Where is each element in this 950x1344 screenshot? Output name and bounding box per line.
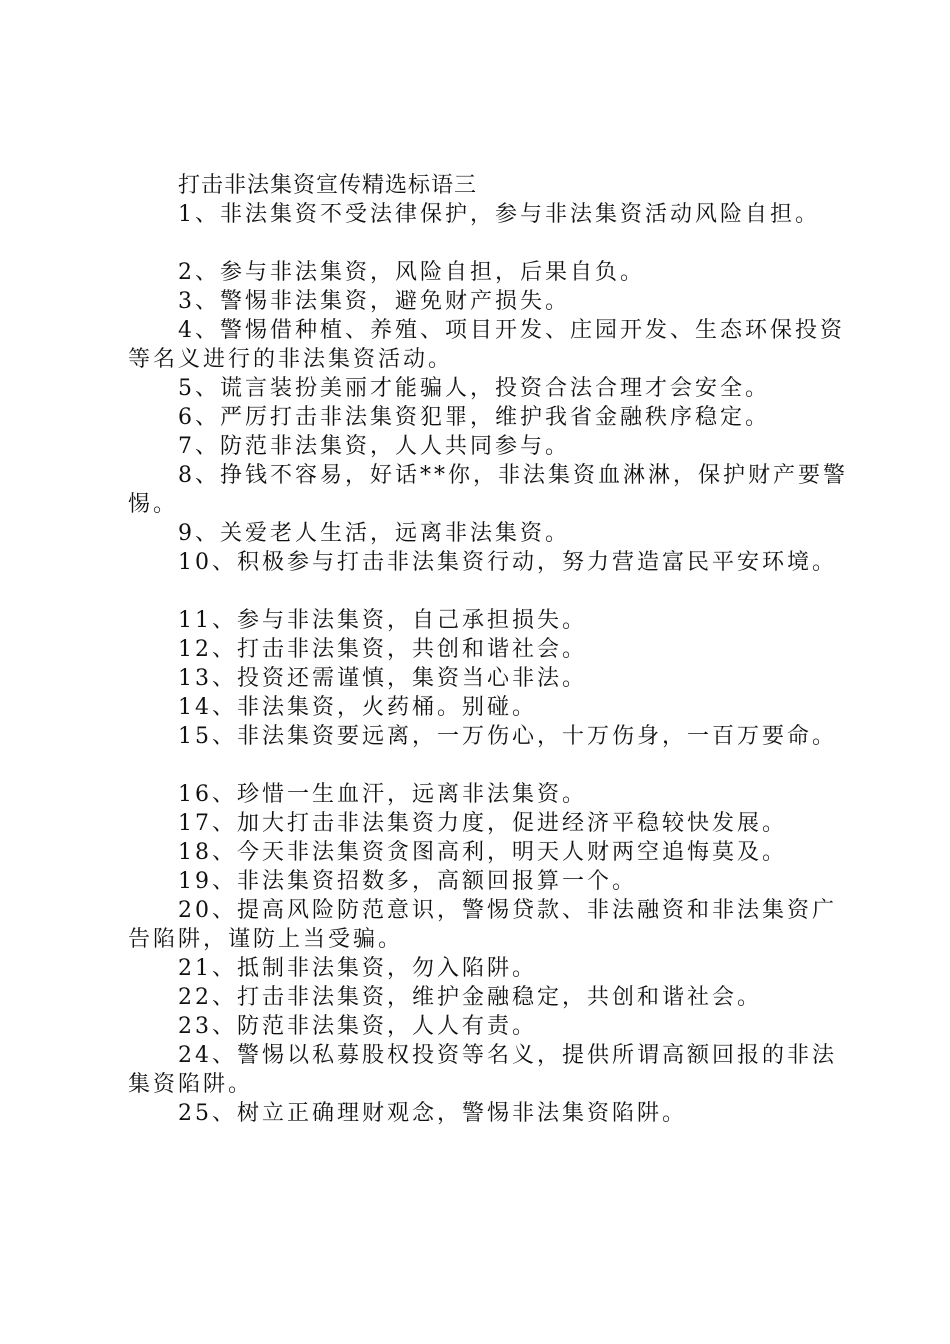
slogan-item: 22、打击非法集资，维护金融稳定，共创和谐社会。 (178, 985, 762, 1010)
slogan-item: 1、非法集资不受法律保护，参与非法集资活动风险自担。 (178, 202, 820, 227)
slogan-item: 18、今天非法集资贪图高利，明天人财两空追悔莫及。 (178, 840, 787, 865)
document-page (128, 171, 848, 1128)
slogan-item: 6、严厉打击非法集资犯罪，维护我省金融秩序稳定。 (178, 405, 770, 430)
slogan-item: 12、打击非法集资，共创和谐社会。 (178, 637, 587, 662)
slogan-item: 23、防范非法集资，人人有责。 (178, 1014, 537, 1039)
slogan-item: 20、提高风险防范意识，警惕贷款、非法融资和非法集资广告陷阱，谨防上当受骗。 (128, 898, 837, 952)
slogan-item: 24、警惕以私募股权投资等名义，提供所谓高额回报的非法集资陷阱。 (128, 1043, 837, 1097)
slogan-item: 21、抵制非法集资，勿入陷阱。 (178, 956, 537, 981)
slogan-item: 3、警惕非法集资，避免财产损失。 (178, 289, 570, 314)
slogan-item: 14、非法集资，火药桶。别碰。 (178, 695, 537, 720)
slogan-item: 2、参与非法集资，风险自担，后果自负。 (178, 260, 645, 285)
slogan-item: 4、警惕借种植、养殖、项目开发、庄园开发、生态环保投资等名义进行的非法集资活动。 (128, 318, 845, 372)
slogan-item: 25、树立正确理财观念，警惕非法集资陷阱。 (178, 1101, 687, 1126)
slogan-item: 16、珍惜一生血汗，远离非法集资。 (178, 782, 587, 807)
slogan-item: 5、谎言装扮美丽才能骗人，投资合法合理才会安全。 (178, 376, 770, 401)
document-title: 打击非法集资宣传精选标语三 (178, 173, 478, 198)
slogan-item: 10、积极参与打击非法集资行动，努力营造富民平安环境。 (178, 550, 837, 575)
slogan-list (128, 200, 848, 1128)
slogan-item: 8、挣钱不容易，好话**你，非法集资血淋淋，保护财产要警惕。 (128, 463, 848, 517)
slogan-item: 7、防范非法集资，人人共同参与。 (178, 434, 570, 459)
slogan-item: 13、投资还需谨慎，集资当心非法。 (178, 666, 587, 691)
slogan-item: 9、关爱老人生活，远离非法集资。 (178, 521, 570, 546)
slogan-item: 17、加大打击非法集资力度，促进经济平稳较快发展。 (178, 811, 787, 836)
slogan-item: 11、参与非法集资，自己承担损失。 (178, 608, 587, 633)
slogan-item: 15、非法集资要远离，一万伤心，十万伤身，一百万要命。 (178, 724, 837, 749)
slogan-item: 19、非法集资招数多，高额回报算一个。 (178, 869, 637, 894)
